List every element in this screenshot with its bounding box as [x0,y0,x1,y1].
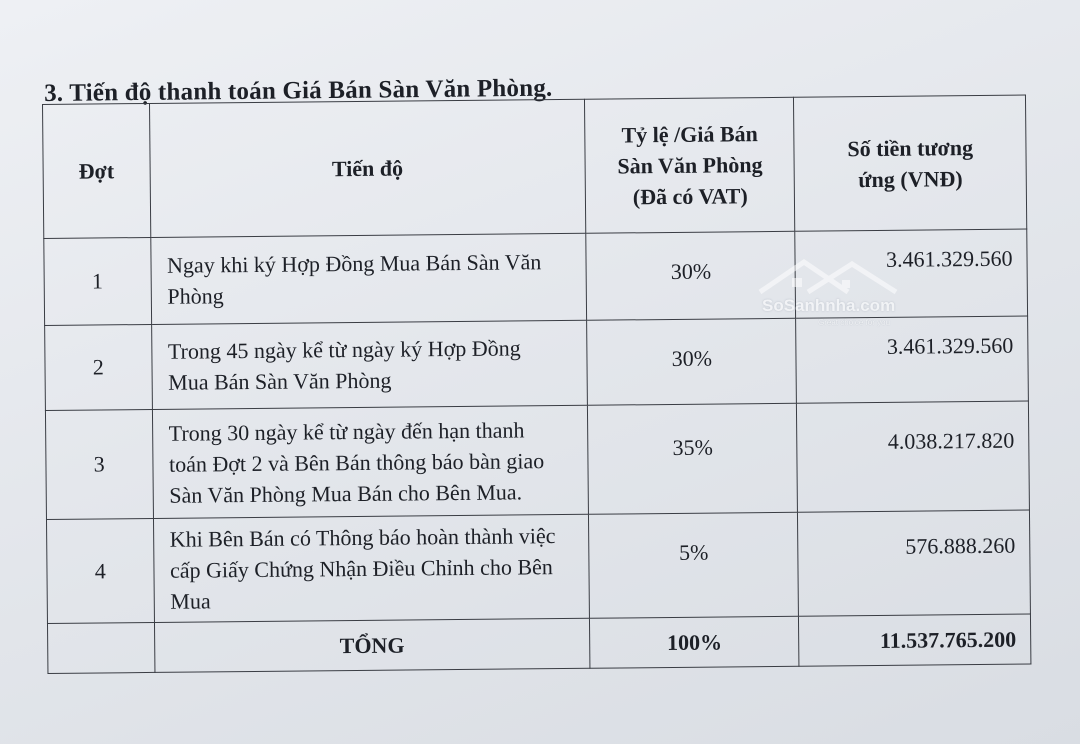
header-dot: Đợt [43,103,151,238]
progress-line: Phòng [167,283,224,309]
progress-line: toán Đợt 2 và Bên Bán thông báo bàn giao [168,447,545,477]
section-heading: 3. Tiến độ thanh toán Giá Bán Sàn Văn Phòng. [44,74,553,107]
row-rate: 30% [587,318,797,405]
progress-line: Mua Bán Sàn Văn Phòng [168,367,392,395]
total-dot-empty [47,622,154,673]
watermark-tagline: Great choice for you [818,318,891,327]
progress-line: Mua [170,588,211,614]
total-amount: 11.537.765.200 [799,614,1031,666]
row-progress [153,514,590,622]
progress-line: Khi Bên Bán có Thông báo hoàn thành việc [169,523,556,552]
table-row [46,510,1030,623]
row-amount: 4.038.217.820 [797,401,1030,512]
row-amount: 3.461.329.560 [795,229,1027,318]
header-rate [585,97,796,233]
row-amount: 576.888.260 [798,510,1031,616]
row-rate: 30% [586,231,796,320]
row-amount: 3.461.329.560 [796,316,1028,403]
progress-line: cấp Giấy Chứng Nhận Điều Chỉnh cho Bên [169,554,553,583]
header-amount [794,95,1027,231]
row-progress [151,320,587,409]
row-dot: 4 [46,518,154,623]
watermark [752,252,902,332]
table-header-row [43,95,1027,238]
row-dot: 2 [45,324,152,410]
row-rate: 5% [589,512,799,618]
table-total-row [47,614,1030,673]
header-amount-line: Số tiền tương [847,134,974,161]
header-rate-line: Tỷ lệ /Giá Bán [621,121,758,148]
header-amount-line: ứng (VNĐ) [858,165,963,192]
header-rate-line: Sàn Văn Phòng [617,152,763,179]
progress-line: Ngay khi ký Hợp Đồng Mua Bán Sàn Văn [166,249,542,278]
row-progress [152,405,589,518]
house-logo-icon [752,252,902,302]
total-label: TỔNG [154,618,590,672]
header-progress: Tiến độ [149,99,586,237]
watermark-brand: SoSanhnha.com [762,296,896,315]
progress-line: Trong 45 ngày kể từ ngày ký Hợp Đồng [167,335,521,364]
progress-line: Sàn Văn Phòng Mua Bán cho Bên Mua. [169,478,523,508]
row-rate: 35% [588,403,798,514]
payment-schedule-table [42,95,1031,674]
progress-line: Trong 30 ngày kể từ ngày đến hạn thanh [168,416,525,446]
table-row [45,401,1029,519]
row-progress [150,233,587,324]
row-dot: 1 [44,237,151,325]
header-rate-line: (Đã có VAT) [632,183,748,210]
row-dot: 3 [45,409,153,519]
total-rate: 100% [590,616,800,668]
